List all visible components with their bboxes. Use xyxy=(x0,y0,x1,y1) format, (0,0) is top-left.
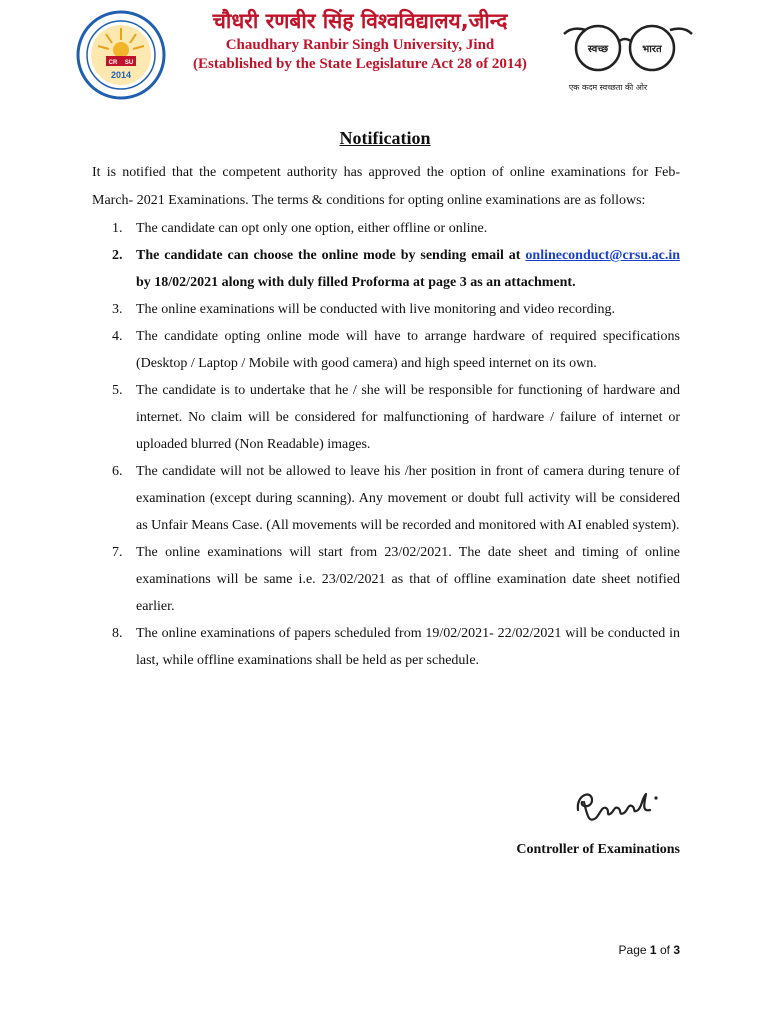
email-link[interactable]: onlineconduct@crsu.ac.in xyxy=(525,248,680,263)
page-total: 3 xyxy=(673,943,680,957)
item-text: The candidate opting online mode will have to arrange hardware of required specifications (Desktop / Laptop / Mobile with good camera) and high speed internet on its own. xyxy=(136,329,680,371)
item-number: 1. xyxy=(112,221,123,236)
item-text: The online examinations will start from 23/02/2021. The date sheet and timing of online examinations will be same i.e. 23/02/2021 as that of offline examination date sheet notified earlier. xyxy=(136,545,680,614)
item-number: 5. xyxy=(112,383,123,398)
signatory-designation: Controller of Examinations xyxy=(516,842,680,857)
item-text: The candidate can opt only one option, either offline or online. xyxy=(136,221,488,236)
item-text-pre: The candidate can choose the online mode by sending email at xyxy=(136,248,526,263)
swachh-tagline: एक कदम स्वच्छता की ओर xyxy=(568,83,648,92)
seal-year: 2014 xyxy=(110,70,132,80)
item-number: 4. xyxy=(112,329,123,344)
lens-right-text: भारत xyxy=(642,44,662,55)
item-text: The online examinations will be conducted with live monitoring and video recording. xyxy=(136,302,615,317)
list-item xyxy=(92,539,680,620)
lens-left-text: स्वच्छ xyxy=(587,44,609,55)
item-number: 8. xyxy=(112,626,123,641)
page-of: of xyxy=(659,943,670,957)
item-text-post: by 18/02/2021 along with duly filled Proforma at page 3 as an attachment. xyxy=(136,275,576,290)
item-text: The candidate is to undertake that he / she will be responsible for functioning of hardware and internet. No claim will be considered for malfunctioning of hardware / failure of internet or uploaded blurred (Non Readable) images. xyxy=(136,383,680,452)
list-item xyxy=(92,620,680,674)
terms-list xyxy=(92,215,680,674)
page-number xyxy=(619,943,680,957)
list-item xyxy=(92,242,680,296)
notification-body xyxy=(92,159,680,674)
university-seal-icon xyxy=(76,10,166,100)
seal-abbr-left: CR xyxy=(108,60,118,66)
university-name-hindi: चौधरी रणबीर सिंह विश्वविद्यालय,जीन्द xyxy=(212,9,508,33)
signature-icon xyxy=(570,780,662,828)
item-text: The online examinations of papers scheduled from 19/02/2021- 22/02/2021 will be conducted in last, while offline examinations shall be held as per schedule. xyxy=(136,626,680,668)
established-note: (Established by the State Legislature Act 28 of 2014) xyxy=(193,56,527,72)
page-label: Page xyxy=(618,943,647,957)
list-item xyxy=(92,458,680,539)
list-item xyxy=(92,323,680,377)
list-item xyxy=(92,377,680,458)
header xyxy=(170,6,550,74)
seal-abbr-right: SU xyxy=(124,60,134,66)
list-item xyxy=(92,296,680,323)
page-current: 1 xyxy=(649,943,657,957)
item-number: 3. xyxy=(112,302,123,317)
intro-paragraph: It is notified that the competent authority has approved the option of online examinations for Feb-March- 2021 Examinations. The terms & conditions for opting online examinations are as follows: xyxy=(92,165,680,208)
notification-title: Notification xyxy=(339,128,431,148)
list-item xyxy=(92,215,680,242)
item-number: 7. xyxy=(112,545,123,560)
item-text: The candidate will not be allowed to leave his /her position in front of camera during tenure of examination (except during scanning). Any movement or doubt full activity will be considered as Unfair Means Case. (All movements will be recorded and monitored with AI enabled system). xyxy=(136,464,680,533)
swachh-bharat-icon xyxy=(556,20,696,96)
item-number: 6. xyxy=(112,464,123,479)
university-name-english: Chaudhary Ranbir Singh University, Jind xyxy=(225,37,495,53)
item-number: 2. xyxy=(112,248,123,263)
